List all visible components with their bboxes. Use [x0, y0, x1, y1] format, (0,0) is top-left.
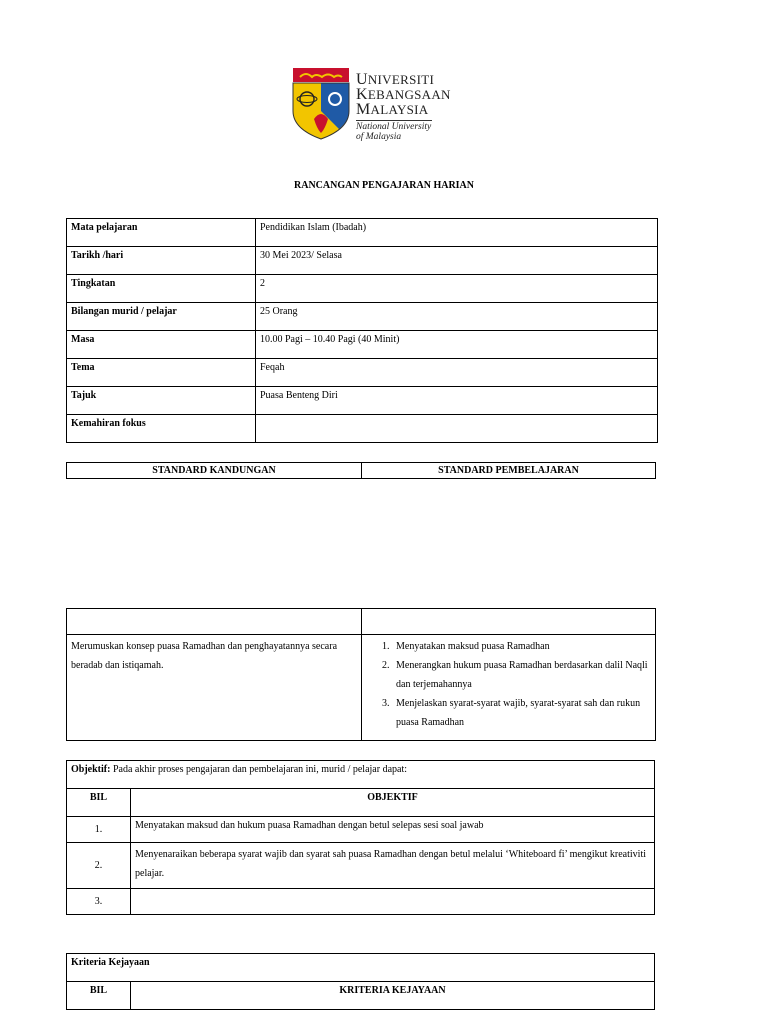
info-value: 10.00 Pagi – 10.40 Pagi (40 Minit) [256, 331, 658, 359]
logo-cap-2: K [356, 86, 368, 103]
list-item: 1. Menyatakan maksud puasa Ramadhan [392, 637, 651, 656]
list-item: 2. Menerangkan hukum puasa Ramadhan berdasarkan dalil Naqli dan terjemahannya [392, 656, 651, 694]
standard-content-table [66, 608, 656, 741]
info-row [67, 387, 658, 415]
info-row [67, 303, 658, 331]
university-logo [292, 67, 452, 147]
info-label: Bilangan murid / pelajar [67, 303, 256, 331]
info-value: 25 Orang [256, 303, 658, 331]
info-label: Kemahiran fokus [67, 415, 256, 443]
objektif-col-bil: BIL [67, 789, 131, 817]
objektif-text: Menyatakan maksud dan hukum puasa Ramadhan dengan betul selepas sesi soal jawab [131, 817, 655, 843]
standard-pembelajaran-list [362, 635, 656, 741]
kriteria-col-kriteria: KRITERIA KEJAYAAN [131, 982, 655, 1010]
logo-text-3: ALAYSIA [370, 102, 429, 117]
standard-empty-cell [67, 609, 362, 635]
objektif-bil: 2. [67, 843, 131, 889]
info-value: Pendidikan Islam (Ibadah) [256, 219, 658, 247]
info-label: Tarikh /hari [67, 247, 256, 275]
logo-text-1: NIVERSITI [367, 72, 435, 87]
objektif-text [131, 889, 655, 915]
university-name [356, 72, 451, 142]
list-item: 3. Menjelaskan syarat-syarat wajib, syarat-syarat sah dan rukun puasa Ramadhan [392, 694, 651, 732]
standard-kandungan-header: STANDARD KANDUNGAN [67, 463, 362, 479]
info-label: Tingkatan [67, 275, 256, 303]
info-value: 2 [256, 275, 658, 303]
info-label: Tajuk [67, 387, 256, 415]
info-label: Mata pelajaran [67, 219, 256, 247]
info-label: Masa [67, 331, 256, 359]
info-label: Tema [67, 359, 256, 387]
info-value: 30 Mei 2023/ Selasa [256, 247, 658, 275]
objektif-bil: 3. [67, 889, 131, 915]
info-row [67, 275, 658, 303]
info-row [67, 219, 658, 247]
kriteria-table [66, 953, 655, 1010]
info-row [67, 331, 658, 359]
standard-kandungan-text [67, 635, 362, 741]
info-row [67, 359, 658, 387]
logo-english-1: National University [356, 122, 432, 132]
objektif-intro [67, 761, 655, 789]
page-title: RANCANGAN PENGAJARAN HARIAN [294, 180, 474, 191]
objektif-table [66, 760, 655, 915]
table-row [67, 817, 655, 843]
standard-header-table [66, 462, 656, 479]
kriteria-label: Kriteria Kejayaan [67, 954, 655, 982]
info-value [256, 415, 658, 443]
objektif-intro-text: Pada akhir proses pengajaran dan pembelajaran ini, murid / pelajar dapat: [110, 764, 408, 775]
standard-pembelajaran-header: STANDARD PEMBELAJARAN [362, 463, 656, 479]
logo-cap-1: U [356, 71, 368, 88]
objektif-col-objektif: OBJEKTIF [131, 789, 655, 817]
objektif-text: Menyenaraikan beberapa syarat wajib dan syarat sah puasa Ramadhan dengan betul melalui ‘Whiteboard fi’ mengikut kreativiti pelajar. [131, 843, 655, 889]
kriteria-col-bil: BIL [67, 982, 131, 1010]
info-row [67, 247, 658, 275]
kandungan-paragraph: Merumuskan konsep puasa Ramadhan dan penghayatannya secara beradab dan istiqamah. [71, 641, 338, 671]
ukm-crest-icon [292, 67, 350, 141]
logo-text-2: EBANGSAAN [367, 87, 451, 102]
logo-divider [356, 120, 432, 121]
logo-english-2: of Malaysia [356, 132, 402, 142]
logo-cap-3: M [356, 101, 371, 118]
info-table [66, 218, 658, 443]
table-row [67, 889, 655, 915]
info-value: Feqah [256, 359, 658, 387]
info-row [67, 415, 658, 443]
table-row [67, 843, 655, 889]
objektif-label: Objektif: [71, 764, 111, 775]
objektif-bil: 1. [67, 817, 131, 843]
standard-empty-cell [362, 609, 656, 635]
info-value: Puasa Benteng Diri [256, 387, 658, 415]
